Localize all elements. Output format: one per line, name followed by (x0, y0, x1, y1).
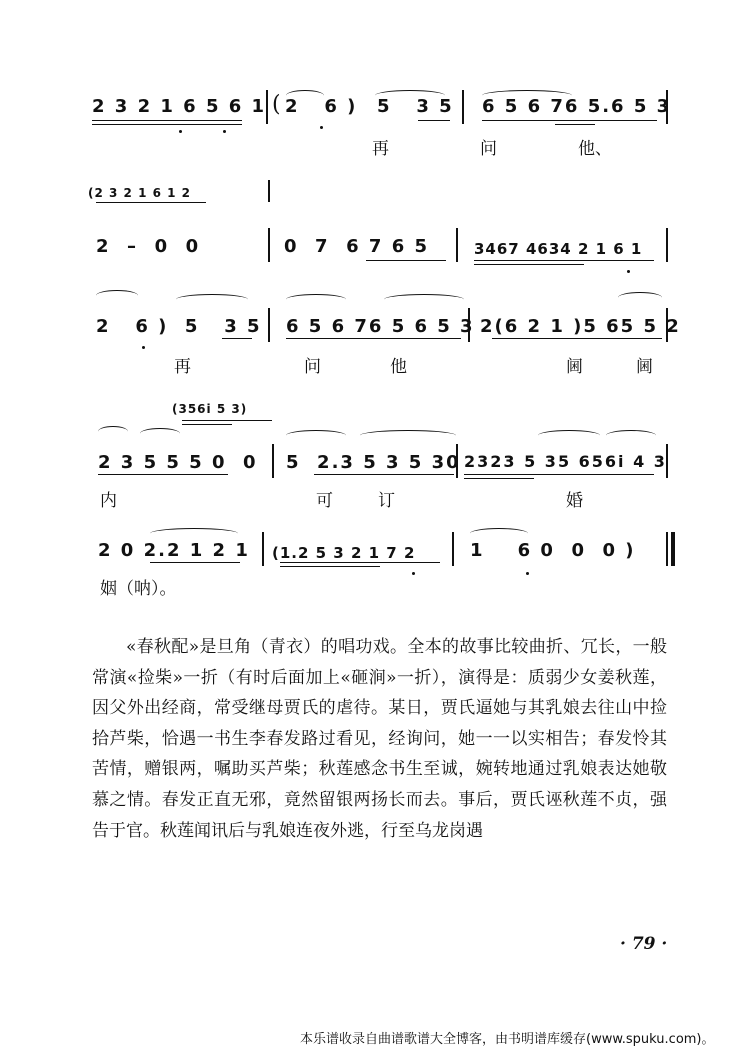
barline (262, 532, 264, 566)
source-footer: 本乐谱收录自曲谱歌谱大全博客，由书明谱库缓存(www.spuku.com)。 (300, 1032, 715, 1047)
low-octave-dot (179, 130, 182, 133)
barline (268, 228, 270, 262)
underline (92, 120, 242, 121)
slur (150, 528, 238, 539)
measure-1: 2 3 2 1 6 5 6 1 (92, 96, 267, 117)
underline (98, 474, 228, 475)
measure-3: 5 3 5 (377, 96, 454, 117)
slur (98, 426, 128, 437)
barline (452, 532, 454, 566)
lyric: 问 (304, 357, 321, 377)
measure-2: 6 5 6 76 5 6 5 3 (286, 316, 475, 337)
score-system-4 (0, 398, 730, 511)
score-system-1 (0, 90, 730, 160)
lyric: 阃 (566, 357, 583, 377)
underline (286, 338, 461, 339)
slur (360, 430, 456, 441)
measure-2: 2 6 ) (285, 96, 358, 117)
slur (286, 430, 346, 441)
lyric: 婚 (566, 491, 583, 511)
lyric: 问 (480, 139, 497, 159)
slur (176, 294, 248, 305)
barline (462, 90, 464, 124)
score-system-3 (0, 290, 730, 377)
underline (474, 264, 584, 265)
measure-3: 3467 4634 2 1 6 1 (474, 240, 643, 258)
underline (464, 474, 654, 475)
barline (456, 228, 458, 262)
measure-2: (1.2 5 3 2 1 7 2 (272, 544, 416, 562)
underline (482, 120, 657, 121)
underline (492, 338, 662, 339)
underline (280, 566, 380, 567)
lyric: 可 (316, 491, 333, 511)
barline (468, 308, 470, 342)
underline (464, 478, 534, 479)
slur (618, 292, 662, 303)
barline (666, 308, 668, 342)
slur (286, 294, 346, 305)
measure-1: 2 6 ) 5 3 5 (96, 316, 262, 337)
underline (555, 124, 595, 125)
slur (140, 428, 180, 439)
measure-1: 2 – 0 0 (96, 236, 201, 257)
lyric: 他 (390, 357, 407, 377)
slur (375, 90, 445, 101)
slur-open-paren: ( (272, 92, 281, 117)
slur (482, 90, 572, 101)
low-octave-dot (412, 572, 415, 575)
page-number: · 79 · (620, 934, 668, 954)
low-octave-dot (627, 270, 630, 273)
underline (474, 260, 654, 261)
ornament-notes: (2 3 2 1 6 1 2 (88, 186, 191, 200)
barline (272, 444, 274, 478)
ornament-notes: (356i 5 3) (172, 402, 248, 416)
lyric: 再 (372, 139, 389, 159)
lyric: 他、 (578, 139, 612, 159)
lyric: 订 (378, 491, 395, 511)
underline (366, 260, 446, 261)
measure-1: 2 3 5 5 5 0 0 (98, 452, 258, 473)
underline (92, 124, 242, 125)
measure-4: 6 5 6 76 5.6 5 3 (482, 96, 672, 117)
barline (666, 444, 668, 478)
low-octave-dot (320, 126, 323, 129)
barline (666, 532, 668, 566)
lyric: 内 (100, 491, 117, 511)
measure-3: 1 6 0 0 0 ) (470, 540, 636, 561)
underline (222, 338, 252, 339)
measure-3: 2(6 2 1 )5 65 5 2 (480, 316, 681, 337)
underline (314, 474, 454, 475)
barline (456, 444, 458, 478)
underline (280, 562, 440, 563)
slur (538, 430, 600, 441)
barline (266, 90, 268, 124)
barline (268, 308, 270, 342)
measure-3: 2323 5 35 656i 4 3 (464, 452, 667, 471)
underline (418, 120, 450, 121)
barline (666, 228, 668, 262)
lyric: 阃 (636, 357, 653, 377)
low-octave-dot (526, 572, 529, 575)
slur (470, 528, 528, 539)
underline (150, 562, 240, 563)
barline (666, 90, 668, 124)
final-barline (671, 532, 675, 566)
slur (96, 290, 138, 301)
underline (182, 424, 232, 425)
underline (96, 202, 206, 203)
measure-2: 0 7 6 7 6 5 (284, 236, 430, 257)
barline (268, 180, 270, 202)
slur (384, 294, 464, 305)
underline (182, 420, 272, 421)
measure-2: 5 2.3 5 3 5 30 (286, 452, 461, 473)
slur (606, 430, 656, 441)
lyric: 再 (174, 357, 191, 377)
score-system-5 (0, 528, 730, 598)
slur (286, 90, 324, 101)
low-octave-dot (223, 130, 226, 133)
lyric: 姻（呐）。 (100, 579, 177, 599)
measure-1: 2 0 2.2 1 2 1 (98, 540, 250, 561)
body-paragraph: «春秋配»是旦角（青衣）的唱功戏。全本的故事比较曲折、冗长，一般常演«捡柴»一折（有时后面加上«砸涧»一折），演得是：质弱少女姜秋莲，因父外出经商，常受继母贾氏的虐待。某日，贾氏逼她与其乳娘去往山中捡拾芦柴，恰遇一书生李春发路过看见，经询问，她一一以实相告；春发怜其苦情，赠银两，嘱助买芦柴；秋莲感念书生至诚，婉转地通过乳娘表达她敬慕之情。春发正直无邪，竟然留银两扬长而去。事后，贾氏诬秋莲不贞，强告于官。秋莲闻讯后与乳娘连夜外逃，行至乌龙岗遇 (92, 637, 667, 841)
score-system-2 (0, 180, 730, 270)
low-octave-dot (142, 346, 145, 349)
